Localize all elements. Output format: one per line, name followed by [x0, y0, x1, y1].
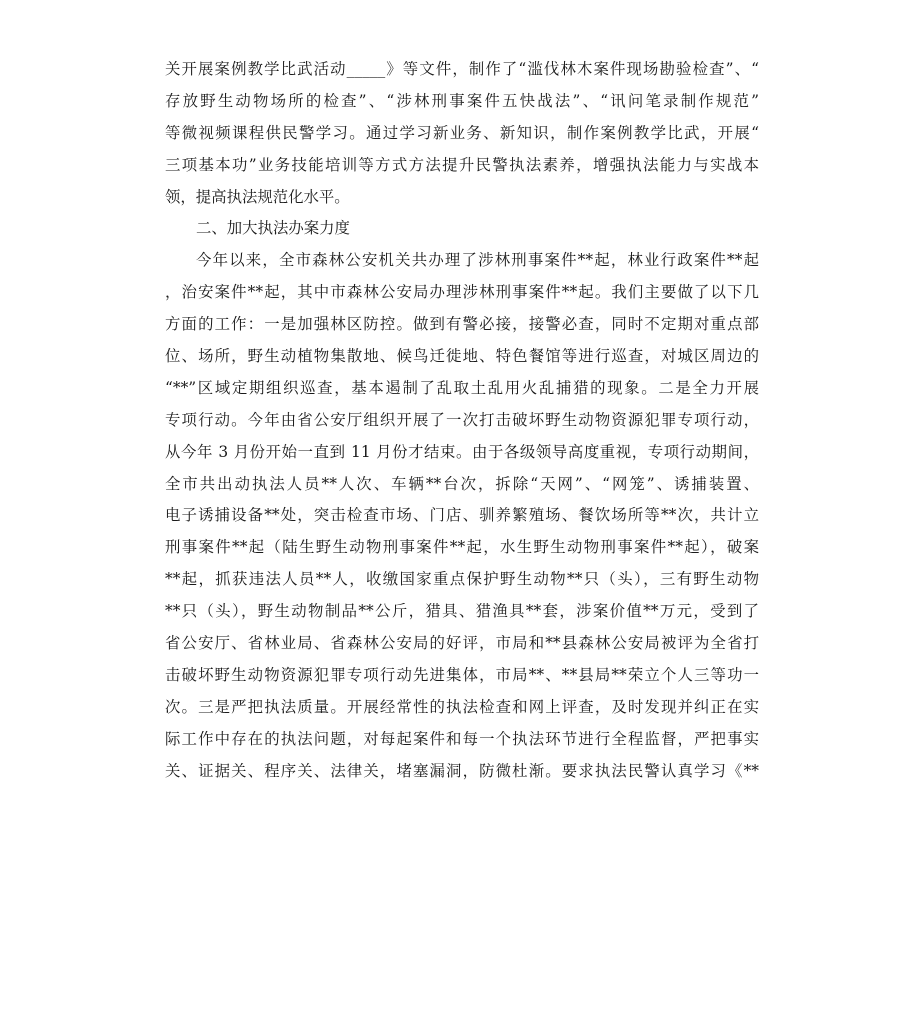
paragraph-line: 专项行动。今年由省公安厅组织开展了一次打击破坏野生动物资源犯罪专项行动，	[165, 410, 759, 429]
paragraph-line: 今年以来，全市森林公安机关共办理了涉林刑事案件**起，林业行政案件**起	[196, 251, 759, 270]
paragraph-line: 际工作中存在的执法问题，对每起案件和每一个执法环节进行全程监督，严把事实	[165, 729, 759, 748]
paragraph-line: 击破坏野生动物资源犯罪专项行动先进集体，市局**、**县局**荣立个人三等功一	[165, 665, 759, 684]
paragraph-line: 电子诱捕设备**处，突击检查市场、门店、驯养繁殖场、餐饮场所等**次，共计立	[165, 506, 759, 525]
paragraph-line: 刑事案件**起（陆生野生动物刑事案件**起，水生野生动物刑事案件**起），破案	[165, 538, 759, 557]
paragraph-line: “**”区域定期组织巡查，基本遏制了乱取土乱用火乱捕猎的现象。二是全力开展	[165, 378, 759, 397]
paragraph-line: 领，提高执法规范化水平。	[165, 187, 350, 206]
paragraph-line: 位、场所，野生动植物集散地、候鸟迁徙地、特色餐馆等进行巡查，对城区周边的	[165, 347, 759, 366]
paragraph-line: 存放野生动物场所的检查”、“涉林刑事案件五快战法”、“讯问笔录制作规范”	[165, 91, 759, 110]
paragraph-line: 方面的工作：一是加强林区防控。做到有警必接，接警必查，同时不定期对重点部	[165, 315, 759, 334]
paragraph-line: 全市共出动执法人员**人次、车辆**台次，拆除“天网”、“网笼”、诱捕装置、	[165, 474, 759, 493]
paragraph-line: 关开展案例教学比武活动_____》等文件，制作了“滥伐林木案件现场勘验检查”、“	[165, 60, 759, 78]
paragraph-line: 等微视频课程供民警学习。通过学习新业务、新知识，制作案例教学比武，开展“	[165, 123, 759, 142]
paragraph-line: 省公安厅、省林业局、省森林公安局的好评，市局和**县森林公安局被评为全省打	[165, 634, 759, 653]
paragraph-line: ，治安案件**起，其中市森林公安局办理涉林刑事案件**起。我们主要做了以下几	[165, 283, 759, 302]
paragraph-line: **起，抓获违法人员**人，收缴国家重点保护野生动物**只（头），三有野生动物	[165, 570, 759, 589]
paragraph-line: 三项基本功”业务技能培训等方式方法提升民警执法素养，增强执法能力与实战本	[165, 155, 759, 174]
paragraph-line: **只（头），野生动物制品**公斤，猎具、猎渔具**套，涉案价值**万元，受到了	[165, 602, 759, 621]
document-page	[165, 54, 759, 787]
section-heading: 二、加大执法办案力度	[196, 219, 350, 238]
paragraph-line: 关、证据关、程序关、法律关，堵塞漏洞，防微杜渐。要求执法民警认真学习《**	[165, 761, 759, 780]
paragraph-line: 次。三是严把执法质量。开展经常性的执法检查和网上评查，及时发现并纠正在实	[165, 697, 759, 716]
paragraph-line: 从今年 3 月份开始一直到 11 月份才结束。由于各级领导高度重视，专项行动期间，	[165, 442, 759, 461]
